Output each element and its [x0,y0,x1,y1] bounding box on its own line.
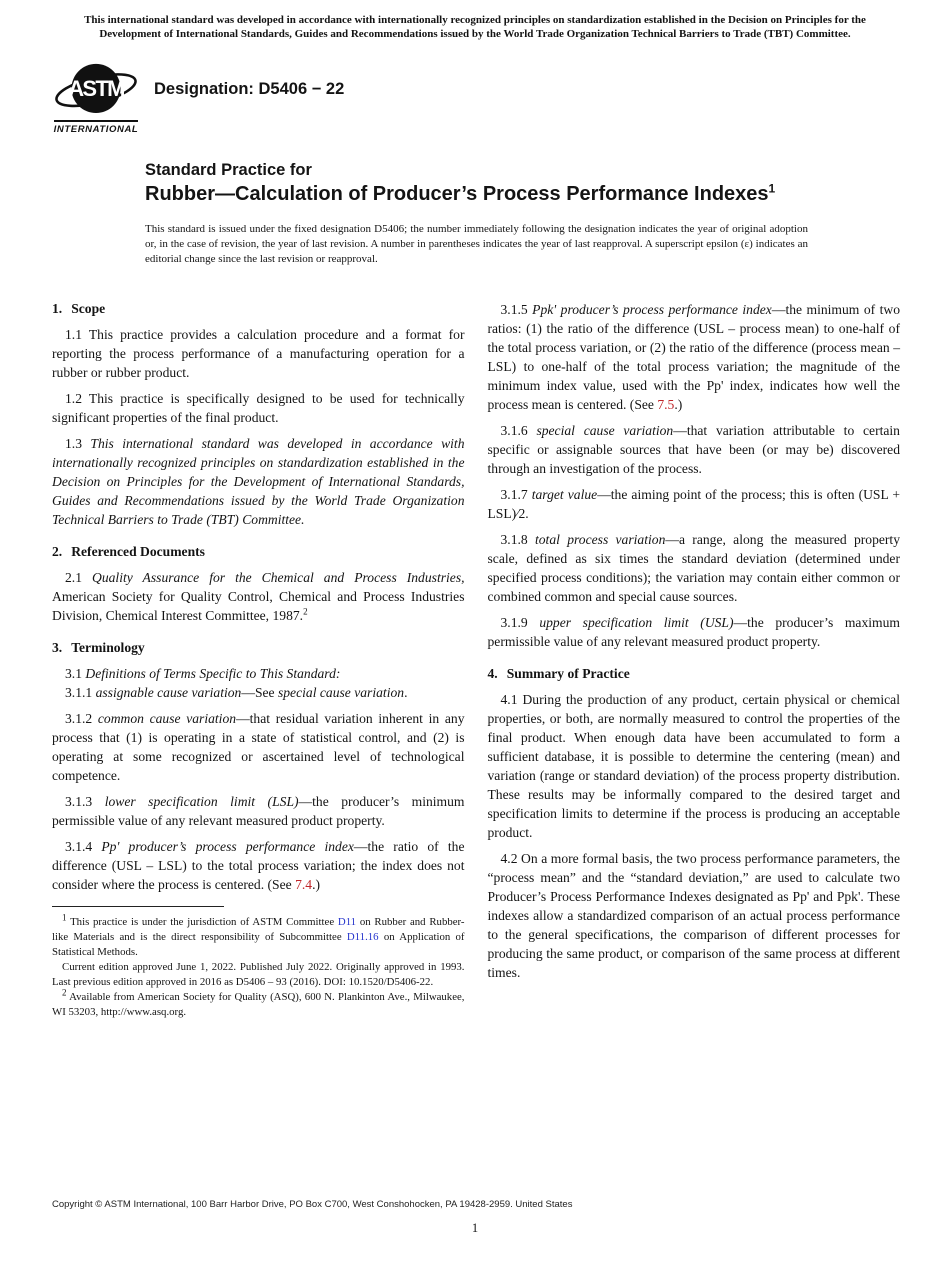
text-run: —the ratio of the difference (USL – LSL) to the total process variation; the index does not consider where the process is centered. (See [52,839,465,892]
text-run: 3.1.5 [500,302,533,317]
text-run: upper specification limit (USL) [539,615,734,630]
text-run: 3.1.4 [65,839,102,854]
text-run: common cause variation [97,711,237,726]
astm-logo [48,58,144,135]
ref-link-7.4[interactable]: 7.4 [295,877,313,892]
text-run: —that residual variation inherent in any process that (1) is operating in a state of statistical control, and (2) is operating at some recognized or ascertained level of technological competence. [52,711,465,783]
title-kicker: Standard Practice for [145,161,312,179]
text-run: 4.1 During the production of any product, certain physical or chemical properties, or both, are normally measured to control the properties of the final product. When enough data have been accumulated to form a sufficient database, it is possible to determine the centering (mean) and variation (range or standard deviation) of the process property distribution. These results may be informally compared to the desired target and specification limits to determine if the process is producing an acceptable product. [487,692,900,840]
astm-logo-subtitle: INTERNATIONAL [54,120,139,135]
text-run: 3.1.7 [500,487,532,502]
text-run: 3.1.1 [65,685,96,700]
text-run: Quality Assurance for the Chemical and Process Industries, [92,570,465,585]
svg-text:ASTM: ASTM [68,76,124,102]
footnote-edition [52,960,465,990]
text-run: 3.1.8 [500,532,535,547]
paragraph-1-3 [52,434,465,529]
text-run: 1.2 This practice is specifically designed to be used for technically significant properties of the final product. [52,391,465,425]
paragraph-3-1 [52,664,465,683]
footnote-2 [52,987,465,1020]
text-run: total process variation [534,532,666,547]
title-block [145,159,800,207]
text-run: —a range, along the measured property scale, defined as six times the standard deviation (determined under specified process conditions); the variation may contain either common or combined common and special cause sources. [487,532,900,604]
text-run: .) [312,877,321,892]
text-run: —the aiming point of the process; this is often (USL + LSL)⁄2. [487,487,900,521]
text-run: 2 [62,987,67,998]
text-run: Available from American Society for Quality (ASQ), 600 N. Plankinton Ave., Milwaukee, WI 53203, http://www.asq.org. [52,991,465,1018]
paragraph-3-1-7 [488,485,901,523]
footnotes [52,906,465,1020]
text-run: 1 [62,912,67,923]
paragraph-1-1 [52,325,465,382]
paragraph-3-1-2 [52,709,465,785]
page-title: Rubber—Calculation of Producer’s Process Performance Indexes$^1$ [145,181,776,205]
text-run: —the producer’s maximum permissible value of any relevant measured product property. [487,615,900,649]
committee-link-D11.16[interactable]: D11.16 [346,931,379,943]
text-run: 1.1 This practice provides a calculation procedure and a format for reporting the process performance of a manufacturing operation for a rubber or rubber product. [52,327,465,380]
footnote-1 [52,912,465,960]
ref-link-7.5[interactable]: 7.5 [657,397,675,412]
paragraph-4-1 [488,690,901,842]
text-run: This international standard was developed in accordance with internationally recognized principles on standardization established in the Decision on Principles for the Development of International Standards, Guides and Recommendations issued by the World Trade Organization Technical Barriers to Trade (TBT) Committee. [52,436,465,527]
footnote-divider [52,906,224,907]
text-run: 4.2 On a more formal basis, the two process performance parameters, the “process mean” and the “standard deviation,” are used to calculate two Producer’s Process Performance Indexes designated as Pp' and Ppk'. These indexes allow a standardized comparison of an actual process performance to the general specifications, the comparison of different processes for producing the same product, or comparison of the same process at different times. [487,851,900,980]
text-run: —that variation attributable to certain specific or assignable sources that have been (or may be) discovered through an investigation of the process. [487,423,900,476]
designation: Designation: D5406 − 22 [154,80,345,98]
text-run: 2 [303,606,308,617]
text-run: 3.1.9 [500,615,540,630]
text-run: —the producer’s minimum permissible value of any relevant measured product property. [52,794,465,828]
paragraph-3-1-4 [52,837,465,894]
text-run: 3.1.2 [65,711,98,726]
text-run: . [404,685,408,700]
title-footnote-marker: 1 [768,181,776,196]
text-run: Current edition approved June 1, 2022. Published July 2022. Originally approved in 1993. Last previous edition approved in 2016 as D5406 – 93 (2016). DOI: 10.1520/D5406-22. [52,961,465,988]
wto-notice: This international standard was developed in accordance with internationally recognized principles on standardization established in the Decision on Principles for the Development of International Standards, Guides and Recommendations issued by the World Trade Organization Technical Barriers to Trade (TBT) Committee. [84,14,866,40]
section-heading-summary-of-practice: 4. Summary of Practice [487,666,630,681]
paragraph-3-1-3 [52,792,465,830]
page-number: 1 [471,1221,479,1235]
text-run: .) [674,397,683,412]
text-run: Pp' producer’s process performance index [101,839,354,854]
paragraph-3-1-9 [488,613,901,651]
text-run: American Society for Quality Control, Chemical and Process Industries Division, Chemical Interest Committee, 1987. [52,589,465,623]
astm-globe-icon [53,58,139,124]
text-run: 3.1 [65,666,86,681]
text-run: 1.3 [65,436,91,451]
text-run: —See [241,685,278,700]
paragraph-2-1 [52,568,465,625]
section-heading-scope: 1. Scope [52,301,106,316]
committee-link-D11[interactable]: D11 [337,916,357,928]
text-run: 2.1 [65,570,93,585]
text-run: lower specification limit (LSL) [104,794,299,809]
text-run: 3.1.3 [65,794,105,809]
left-column [52,300,465,1020]
text-run: on Application of Statistical Methods. [52,931,465,958]
text-run: assignable cause variation [95,685,242,700]
paragraph-3-1-6 [488,421,901,478]
section-heading-referenced-documents: 2. Referenced Documents [52,544,205,559]
paragraph-3-1-8 [488,530,901,606]
text-run: Ppk' producer’s process performance index [532,302,772,317]
issued-note: This standard is issued under the fixed designation D5406; the number immediately following the designation indicates the year of original adoption or, in the case of revision, the year of last revision. A number in parentheses indicates the year of last reapproval. A superscript epsilon (ε) indicates an editorial change since the last revision or reapproval. [145,223,808,265]
text-run: special cause variation [277,685,405,700]
paragraph-1-2 [52,389,465,427]
text-run: target value [531,487,598,502]
paragraph-3-1-5 [488,300,901,414]
masthead [48,58,950,135]
text-run: —the minimum of two ratios: (1) the ratio of the difference (USL – process mean) to one-half of the total process variation, or (2) the ratio of the difference (process mean – LSL) to one-half of the total process variation; the magnitude of the minimum index value, used with the Pp' index, indicates how well the process mean is centered. (See [487,302,900,412]
paragraph-3-1-1 [52,683,465,702]
text-run: on Rubber and Rubber-like Materials and is the direct responsibility of Subcommittee [52,916,465,943]
right-column [488,300,901,1020]
section-heading-terminology: 3. Terminology [52,640,145,655]
body-columns [52,300,900,1020]
copyright-line: Copyright © ASTM International, 100 Barr Harbor Drive, PO Box C700, West Conshohocken, PA 19428-2959. United States [52,1199,573,1210]
text-run: 3.1.6 [500,423,537,438]
paragraph-4-2 [488,849,901,982]
text-run: Definitions of Terms Specific to This Standard: [85,666,341,681]
text-run: This practice is under the jurisdiction of ASTM Committee [66,916,338,928]
text-run: special cause variation [536,423,674,438]
